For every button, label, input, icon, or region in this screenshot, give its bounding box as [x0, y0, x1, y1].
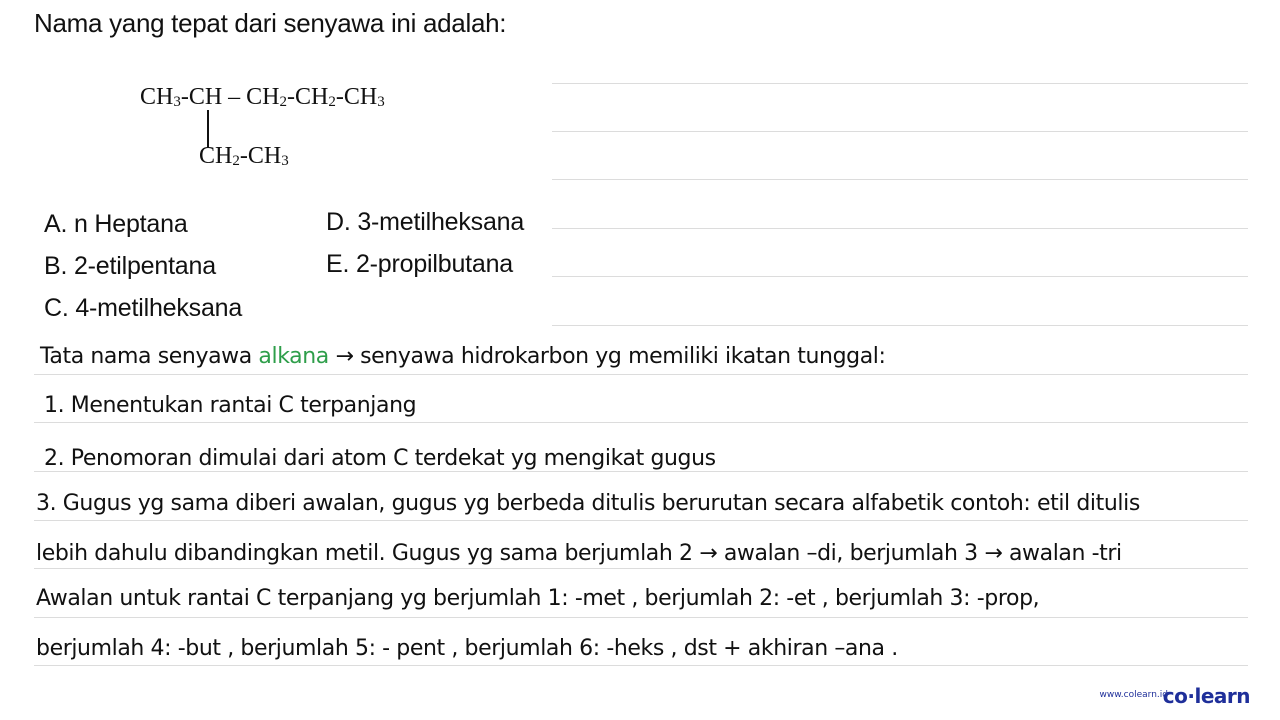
rule-line — [552, 325, 1248, 326]
rule-line — [552, 179, 1248, 180]
subscript: 3 — [281, 153, 289, 169]
formula-text: -CH — [239, 143, 282, 169]
subscript: 3 — [377, 94, 385, 110]
rule-line — [34, 471, 1248, 472]
rule-line — [34, 422, 1248, 423]
rule-line — [552, 131, 1248, 132]
explanation-prefix-2: berjumlah 4: -but , berjumlah 5: - pent , berjumlah 6: -heks , dst + akhiran –ana . — [36, 636, 898, 661]
branch-group — [199, 143, 289, 170]
explanation-step-2: 2. Penomoran dimulai dari atom C terdekat yg mengikat gugus — [44, 446, 716, 471]
explanation-step-3a: 3. Gugus yg sama diberi awalan, gugus yg berbeda ditulis berurutan secara alfabetik contoh: etil ditulis — [36, 491, 1140, 516]
alkana-highlight: alkana — [258, 344, 329, 369]
rule-line — [34, 374, 1248, 375]
formula-text: CH — [199, 143, 233, 169]
rule-line — [552, 83, 1248, 84]
rule-line — [552, 228, 1248, 229]
explanation-intro — [40, 344, 886, 369]
rule-line — [552, 276, 1248, 277]
option-e[interactable]: E. 2-propilbutana — [326, 250, 514, 278]
option-d[interactable]: D. 3-metilheksana — [326, 208, 525, 236]
formula-text: CH — [140, 84, 174, 110]
formula-text: -CH – CH — [180, 84, 280, 110]
subscript: 2 — [232, 153, 240, 169]
rule-line — [34, 617, 1248, 618]
formula-text: -CH — [287, 84, 329, 110]
colearn-logo: co·learn — [1162, 684, 1250, 708]
rule-line — [34, 568, 1248, 569]
option-a[interactable]: A. n Heptana — [44, 210, 188, 238]
explanation-step-3b: lebih dahulu dibandingkan metil. Gugus yg sama berjumlah 2 → awalan –di, berjumlah 3 → awalan -tri — [36, 541, 1122, 566]
option-b[interactable]: B. 2-etilpentana — [44, 252, 216, 280]
subscript: 2 — [279, 94, 288, 110]
intro-suffix: → senyawa hidrokarbon yg memiliki ikatan tunggal: — [328, 344, 886, 369]
main-chain — [140, 84, 385, 111]
explanation-prefix-1: Awalan untuk rantai C terpanjang yg berjumlah 1: -met , berjumlah 2: -et , berjumlah 3: -prop, — [36, 586, 1040, 611]
formula-text: -CH — [335, 84, 378, 110]
subscript: 3 — [173, 94, 181, 110]
footer-url[interactable]: www.colearn.id — [1099, 690, 1168, 700]
subscript: 2 — [328, 94, 336, 110]
option-c[interactable]: C. 4-metilheksana — [44, 294, 243, 322]
rule-line — [34, 520, 1248, 521]
question-title: Nama yang tepat dari senyawa ini adalah: — [34, 8, 507, 38]
intro-prefix: Tata nama senyawa — [40, 344, 259, 369]
explanation-step-1: 1. Menentukan rantai C terpanjang — [44, 393, 417, 418]
rule-line — [34, 665, 1248, 666]
